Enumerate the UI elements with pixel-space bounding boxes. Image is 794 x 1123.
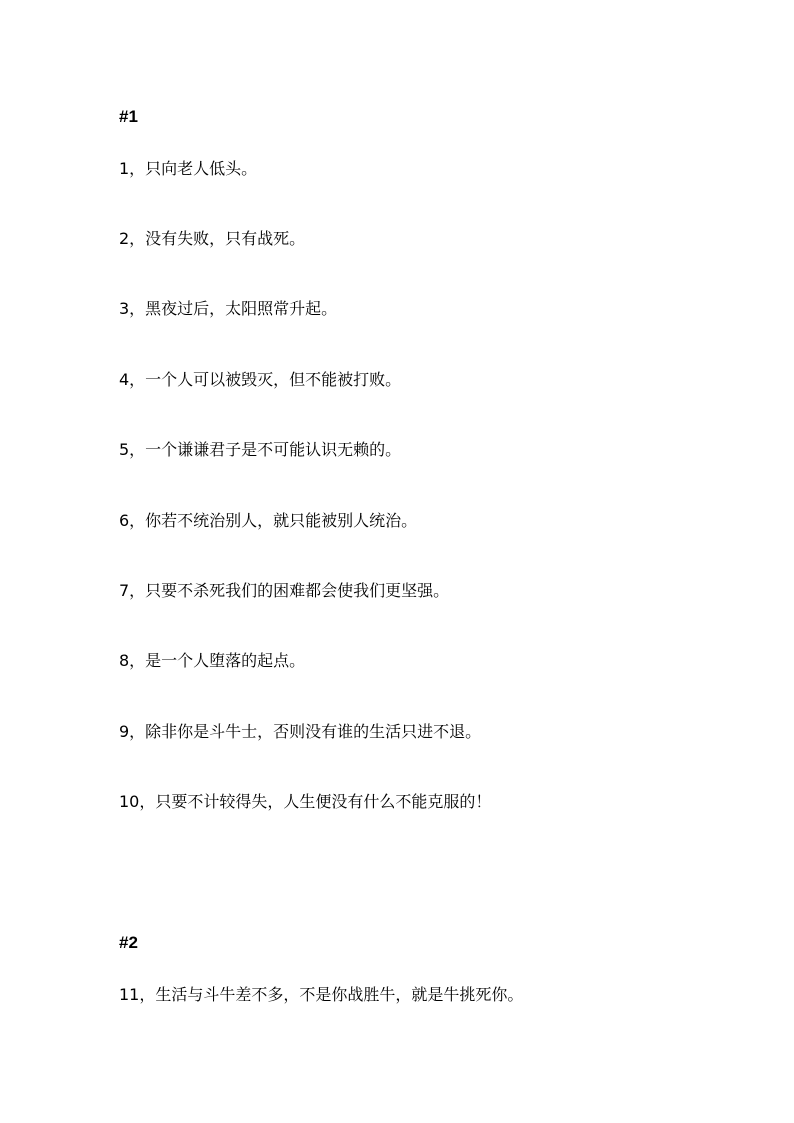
quote-item: 3，黑夜过后，太阳照常升起。 [119,299,338,318]
quote-item: 11，生活与斗牛差不多，不是你战胜牛，就是牛挑死你。 [119,985,524,1004]
quote-item: 9，除非你是斗牛士，否则没有谁的生活只进不退。 [119,722,482,741]
quote-item: 6，你若不统治别人，就只能被别人统治。 [119,511,418,530]
section-heading-2: #2 [119,933,138,952]
quote-item: 4，一个人可以被毁灭，但不能被打败。 [119,370,402,389]
quote-item: 2，没有失败，只有战死。 [119,229,306,248]
quote-item: 5，一个谦谦君子是不可能认识无赖的。 [119,440,402,459]
quote-item: 10，只要不计较得失，人生便没有什么不能克服的！ [119,792,492,811]
section-heading-1: #1 [119,107,138,126]
quote-item: 1，只向老人低头。 [119,159,258,178]
quote-item: 7，只要不杀死我们的困难都会使我们更坚强。 [119,581,450,600]
quote-item: 8，是一个人堕落的起点。 [119,651,306,670]
